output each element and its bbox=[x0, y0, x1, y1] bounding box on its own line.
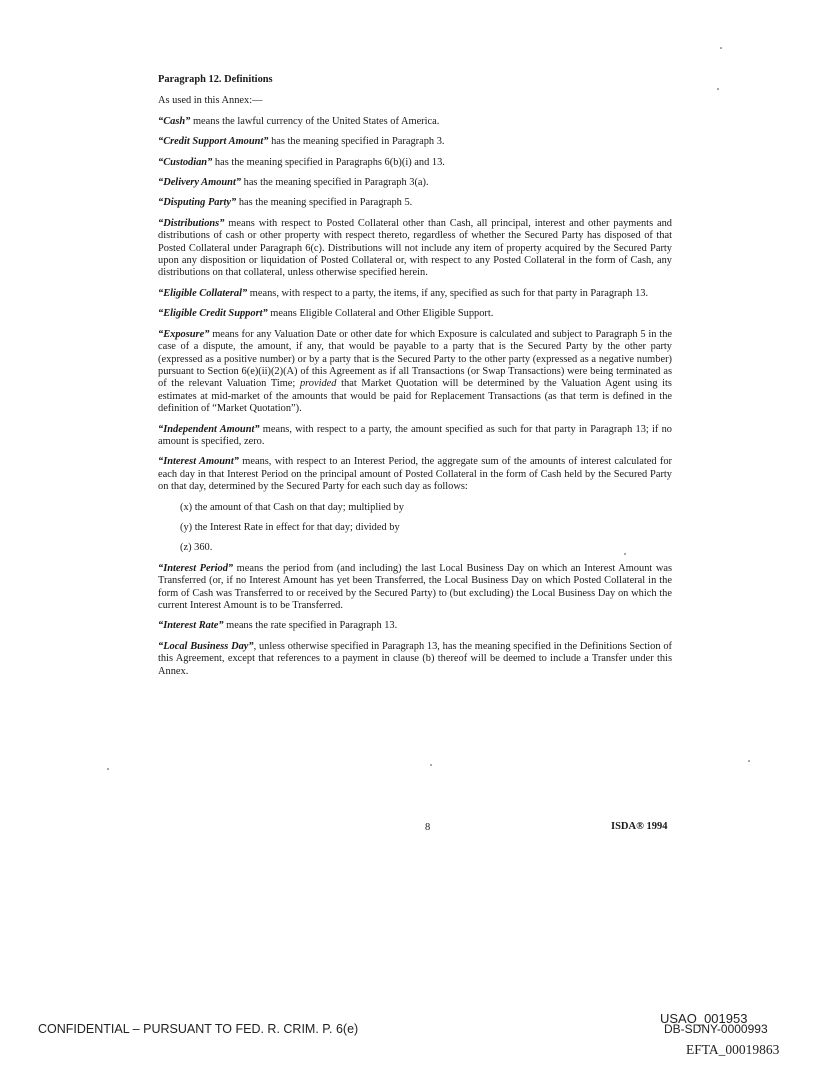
document-body bbox=[158, 74, 672, 686]
definition-exposure bbox=[158, 329, 672, 416]
scan-speck bbox=[430, 764, 432, 766]
efta-bates-stamp: EFTA_00019863 bbox=[686, 1042, 780, 1057]
confidential-notice: CONFIDENTIAL – PURSUANT TO FED. R. CRIM. P. 6(e) bbox=[38, 1022, 359, 1036]
scan-speck bbox=[748, 760, 750, 762]
definition-term: “Eligible Credit Support” bbox=[158, 308, 268, 320]
db-bates-stamp: DB-SDNY-0000993 bbox=[664, 1022, 768, 1036]
scan-speck bbox=[624, 553, 626, 555]
isda-footer: ISDA® 1994 bbox=[611, 821, 668, 832]
definition-term: “Interest Period” bbox=[158, 562, 234, 574]
definition-text: means, with respect to a party, the amount specified as such for that party in Paragraph 13; if no amount is specified, zero. bbox=[158, 423, 672, 447]
scan-speck bbox=[720, 47, 722, 49]
definition-text: , unless otherwise specified in Paragraph 13, has the meaning specified in the Definitions Section of this Agreement, except that references to a payment in clause (b) thereof will be deemed to include a Transfer under this Annex. bbox=[158, 640, 672, 677]
usao-bates-stamp: USAO_001953 bbox=[660, 1011, 748, 1026]
interest-amount-item-y: (y) the Interest Rate in effect for that day; divided by bbox=[180, 521, 400, 533]
definition-term: “Cash” bbox=[158, 115, 191, 127]
definition-term: “Exposure” bbox=[158, 328, 210, 340]
definition-term: “Interest Rate” bbox=[158, 620, 224, 632]
definition-term: “Distributions” bbox=[158, 217, 225, 229]
definition-text: means, with respect to a party, the items, if any, specified as such for that party in Paragraph 13. bbox=[247, 287, 649, 299]
definition-term: “Credit Support Amount” bbox=[158, 136, 269, 148]
definition-text: means the lawful currency of the United States of America. bbox=[190, 115, 440, 127]
definition-interest-period bbox=[158, 563, 672, 613]
page-number: 8 bbox=[425, 822, 431, 833]
definition-term: “Independent Amount” bbox=[158, 423, 260, 435]
definition-term: “Local Business Day” bbox=[158, 640, 254, 652]
definition-term: “Delivery Amount” bbox=[158, 177, 242, 189]
provided-italic: provided bbox=[299, 378, 337, 390]
definition-text: has the meaning specified in Paragraphs 6(b)(i) and 13. bbox=[212, 156, 445, 168]
scan-speck bbox=[107, 768, 109, 770]
definition-interest-amount bbox=[158, 456, 672, 493]
definition-eligible-credit-support bbox=[158, 308, 672, 320]
definition-interest-rate bbox=[158, 620, 672, 632]
definition-text: means the rate specified in Paragraph 13. bbox=[223, 620, 398, 632]
interest-amount-item-z: (z) 360. bbox=[180, 542, 213, 554]
definition-disputing-party bbox=[158, 197, 672, 209]
definition-local-business-day bbox=[158, 641, 672, 678]
definition-text: means the period from (and including) the last Local Business Day on which an Interest Amount was Transferred (or, if no Interest Amount has yet been Transferred, the Local Business Day on which Posted Collateral in the form of Cash was Transferred to or received by the Secured Party) to (but excluding) the Local Business Day on which the current Interest Amount is to be Transferred. bbox=[158, 562, 672, 611]
definition-text: means, with respect to an Interest Period, the aggregate sum of the amounts of interest calculated for each day in that Interest Period on the principal amount of Posted Collateral in the form of Cash held by the Secured Party on that day, determined by the Secured Party for each such day as follows: bbox=[158, 456, 673, 493]
definition-cash bbox=[158, 116, 672, 128]
definition-term: “Eligible Collateral” bbox=[158, 287, 248, 299]
definition-eligible-collateral bbox=[158, 288, 672, 300]
definition-custodian bbox=[158, 157, 672, 169]
definition-independent-amount bbox=[158, 424, 672, 449]
definition-text: has the meaning specified in Paragraph 3(a). bbox=[241, 177, 429, 189]
definition-text: means with respect to Posted Collateral other than Cash, all principal, interest and other payments and distributions of cash or other property with respect thereto, regardless of whether the Secured Party has disposed of that Posted Collateral under Paragraph 6(c). Distributions will not include any item of property acquired by the Secured Party upon any disposition or liquidation of Posted Collateral or, with respect to any Posted Collateral in the form of Cash, any distributions on that collateral, unless otherwise specified herein. bbox=[158, 217, 672, 279]
definition-term: “Custodian” bbox=[158, 156, 213, 168]
definition-text: means Eligible Collateral and Other Eligible Support. bbox=[267, 308, 494, 320]
definition-text: has the meaning specified in Paragraph 3. bbox=[268, 136, 445, 148]
definition-text-continued: that Market Quotation will be determined by the Valuation Agent using its estimates at mid-market of the amounts that would be paid for Replacement Transactions (as that term is defined in the definition of “Market Quotation”). bbox=[158, 378, 672, 415]
scan-speck bbox=[717, 88, 719, 90]
intro-text: As used in this Annex:— bbox=[158, 95, 263, 107]
section-heading: Paragraph 12. Definitions bbox=[158, 74, 273, 85]
definition-credit-support-amount bbox=[158, 136, 672, 148]
definition-text: has the meaning specified in Paragraph 5. bbox=[236, 197, 413, 209]
definition-term: “Interest Amount” bbox=[158, 456, 239, 468]
definition-delivery-amount bbox=[158, 177, 672, 189]
interest-amount-item-x: (x) the amount of that Cash on that day; multiplied by bbox=[180, 501, 404, 513]
definition-term: “Disputing Party” bbox=[158, 197, 237, 209]
definition-text: means for any Valuation Date or other date for which Exposure is calculated and subject to Paragraph 5 in the case of a dispute, the amount, if any, that would be payable to a party that is the Secured Party by the other party (expressed as a positive number) or by a party that is the Secured Party to the other party (expressed as a negative number) pursuant to Section 6(e)(ii)(2)(A) of this Agreement as if all Transactions (or Swap Transactions) were being terminated as of the relevant Valuation Time; bbox=[158, 328, 672, 390]
definition-distributions bbox=[158, 218, 672, 280]
